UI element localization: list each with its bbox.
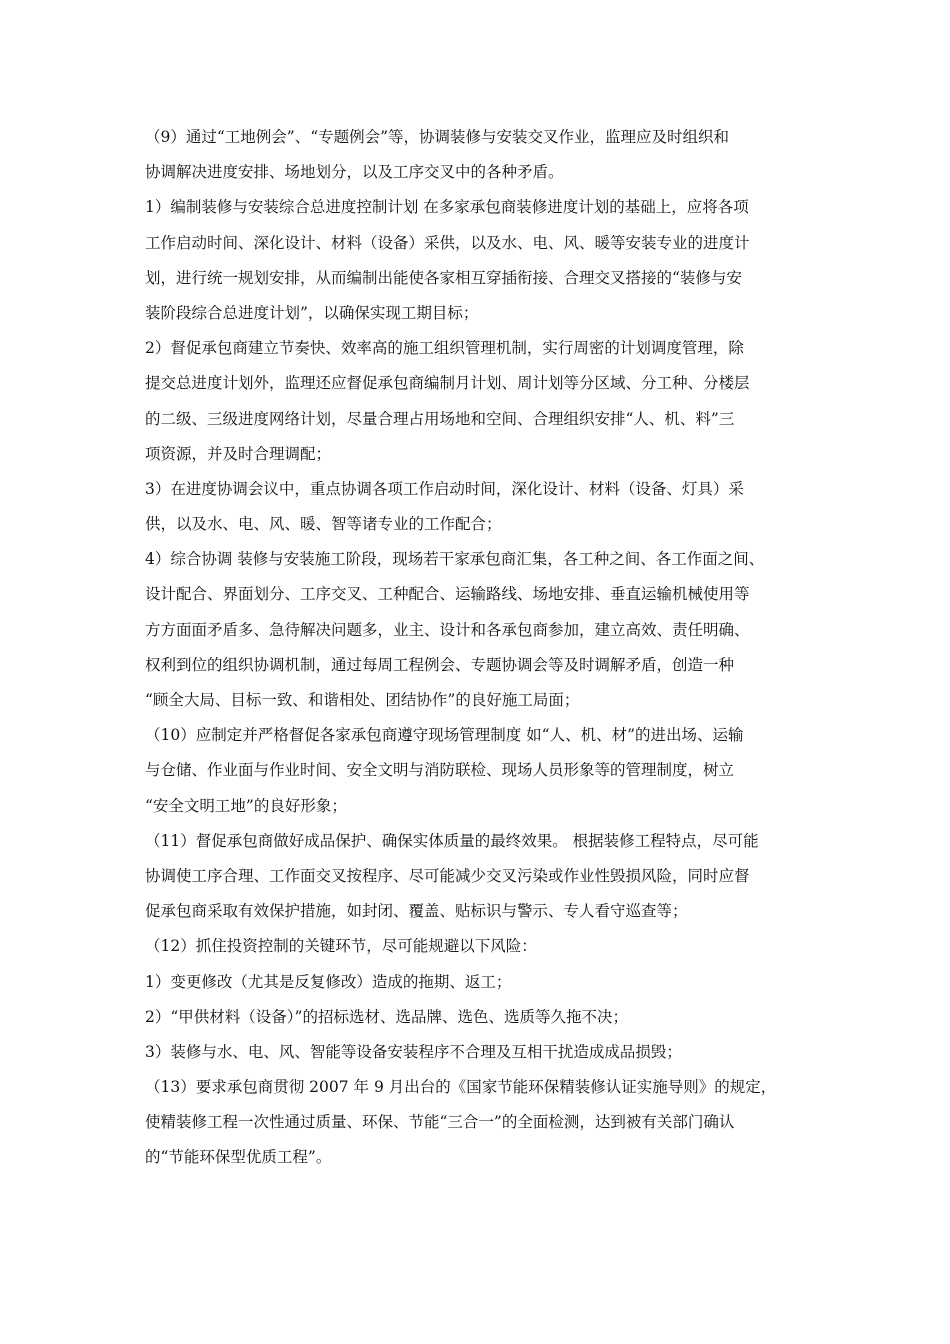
text-line: 设计配合、界面划分、工序交叉、工种配合、运输路线、场地安排、垂直运输机械使用等 <box>145 585 750 604</box>
text-line: 1）编制装修与安装综合总进度控制计划 在多家承包商装修进度计划的基础上，应将各项 <box>145 198 749 217</box>
text-line: 项资源，并及时合理调配； <box>145 444 332 463</box>
text-line: （13）要求承包商贯彻 2007 年 9 月出台的《国家节能环保精装修认证实施导则》的规定， <box>145 1078 777 1097</box>
text-line: （11）督促承包商做好成品保护、确保实体质量的最终效果。 根据装修工程特点，尽可能 <box>145 831 759 850</box>
text-line: 协调解决进度安排、场地划分，以及工序交叉中的各种矛盾。 <box>145 163 564 182</box>
text-line: （12）抓住投资控制的关键环节，尽可能规避以下风险： <box>145 937 537 956</box>
text-line: （9）通过“工地例会”、“专题例会”等，协调装修与安装交叉作业，监理应及时组织和 <box>145 128 730 146</box>
text-line: （10）应制定并严格督促各家承包商遵守现场管理制度 如“人、机、材”的进出场、运输 <box>145 726 744 745</box>
text-line: 2）“甲供材料（设备）”的招标选材、选品牌、选色、选质等久拖不决； <box>145 1007 628 1026</box>
text-line: “安全文明工地”的良好形象； <box>145 796 347 815</box>
text-line: 3）在进度协调会议中，重点协调各项工作启动时间，深化设计、材料（设备、灯具）采 <box>145 479 744 498</box>
text-line: 的“节能环保型优质工程”。 <box>145 1148 332 1167</box>
text-line: 装阶段综合总进度计划”，以确保实现工期目标； <box>145 303 479 322</box>
text-line: 权利到位的组织协调机制，通过每周工程例会、专题协调会等及时调解矛盾，创造一种 <box>145 655 735 674</box>
text-line: “顾全大局、目标一致、和谐相处、团结协作”的良好施工局面； <box>145 691 580 709</box>
document-body <box>145 120 810 1176</box>
text-line: 协调使工序合理、工作面交叉按程序、尽可能减少交叉污染或作业性毁损风险，同时应督 <box>145 866 750 885</box>
text-line: 方方面面矛盾多、急待解决问题多，业主、设计和各承包商参加，建立高效、责任明确、 <box>145 620 750 639</box>
text-line: 提交总进度计划外，监理还应督促承包商编制月计划、周计划等分区域、分工种、分楼层 <box>145 374 750 393</box>
text-line: 工作启动时间、深化设计、材料（设备）采供，以及水、电、风、暖等安装专业的进度计 <box>145 233 750 252</box>
text-line: 2）督促承包商建立节奏快、效率高的施工组织管理机制，实行周密的计划调度管理，除 <box>145 339 744 358</box>
text-line: 3）装修与水、电、风、智能等设备安装程序不合理及互相干扰造成成品损毁； <box>145 1042 682 1061</box>
text-line: 促承包商采取有效保护措施，如封闭、覆盖、贴标识与警示、专人看守巡查等； <box>145 902 688 921</box>
text-line: 与仓储、作业面与作业时间、安全文明与消防联检、现场人员形象等的管理制度，树立 <box>145 761 735 780</box>
text-line: 使精装修工程一次性通过质量、环保、节能“三合一”的全面检测，达到被有关部门确认 <box>145 1113 735 1132</box>
text-line: 供，以及水、电、风、暖、智等诸专业的工作配合； <box>145 515 502 534</box>
text-line: 的二级、三级进度网络计划，尽量合理占用场地和空间、合理组织安排“人、机、料”三 <box>145 409 735 428</box>
text-line: 1）变更修改（尤其是反复修改）造成的拖期、返工； <box>145 972 512 991</box>
text-line: 划，进行统一规划安排，从而编制出能使各家相互穿插衔接、合理交叉搭接的“装修与安 <box>145 268 742 287</box>
text-line: 4）综合协调 装修与安装施工阶段，现场若干家承包商汇集，各工种之间、各工作面之间、 <box>145 550 765 569</box>
